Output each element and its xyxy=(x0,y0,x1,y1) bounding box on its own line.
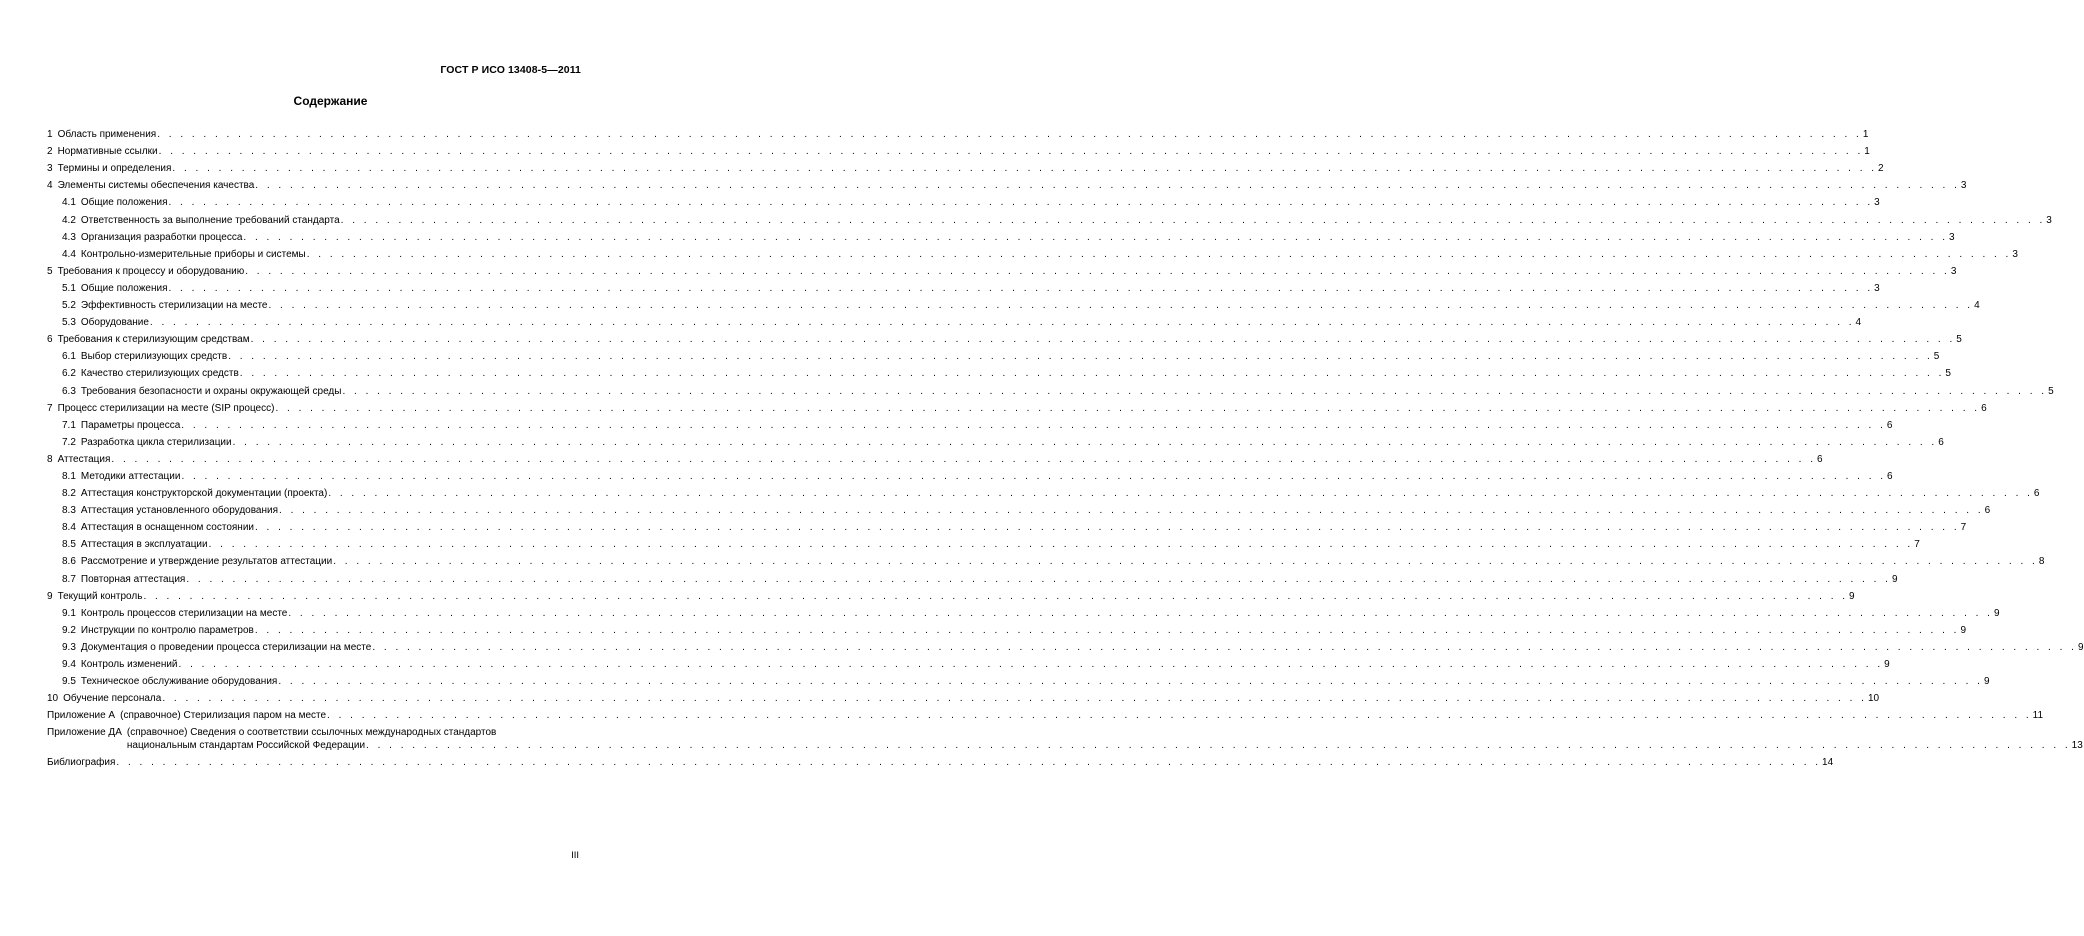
toc-entry-page: 4 xyxy=(1974,300,1980,312)
toc-entry-text: Инструкции по контролю параметров xyxy=(80,624,254,636)
toc-entry-page: 5 xyxy=(1945,368,1951,380)
toc-entry-text: Аттестация установленного оборудования xyxy=(80,505,279,517)
toc-entry-page: 9 xyxy=(1891,573,1898,585)
toc-entry-page: 8 xyxy=(2038,556,2045,568)
toc-entry-page: 6 xyxy=(1984,505,1991,517)
toc-entry-number: 6.3 xyxy=(62,385,76,397)
toc-entry[interactable] xyxy=(47,688,1880,705)
toc-entry[interactable] xyxy=(47,517,1967,534)
toc-entry[interactable] xyxy=(47,466,1893,483)
toc-entry[interactable] xyxy=(47,278,1880,295)
toc-entry[interactable] xyxy=(47,620,1967,637)
dot-leader xyxy=(143,590,1848,603)
dot-leader xyxy=(372,641,2077,654)
dot-leader xyxy=(169,196,1874,209)
toc-entry-text: Документация о проведении процесса стерилизации на месте xyxy=(80,641,372,653)
dot-leader xyxy=(366,739,2071,752)
dot-leader xyxy=(328,487,2033,500)
toc-entry-number: 5.2 xyxy=(62,300,76,312)
dot-leader xyxy=(169,282,1874,295)
toc-entry-number: 2 xyxy=(47,146,53,158)
toc-entry-page: 9 xyxy=(1993,607,2000,619)
toc-entry-text: Ответственность за выполнение требований стандарта xyxy=(80,214,340,226)
dot-leader xyxy=(150,316,1855,329)
toc-entry-number: 7.2 xyxy=(62,436,76,448)
toc-entry[interactable] xyxy=(47,500,1991,517)
toc-entry[interactable] xyxy=(47,551,2045,568)
toc-entry-text: Требования безопасности и охраны окружающей среды xyxy=(80,385,342,397)
toc-entry-text: Организация разработки процесса xyxy=(80,231,243,243)
toc-entry-bibliography[interactable] xyxy=(47,752,1834,769)
dot-leader xyxy=(159,145,1864,158)
dot-leader xyxy=(255,521,1960,534)
toc-entry-text-line2: национальным стандартам Российской Федерации xyxy=(126,740,366,752)
toc-entry[interactable] xyxy=(47,209,2052,226)
toc-entry[interactable] xyxy=(47,449,1823,466)
toc-entry-page: 14 xyxy=(1822,757,1834,769)
toc-entry[interactable] xyxy=(47,705,2044,722)
toc-entry-text: Библиография xyxy=(47,757,116,769)
toc-entry[interactable] xyxy=(47,398,1987,415)
toc-entry[interactable] xyxy=(47,141,1870,158)
toc-entry-page: 3 xyxy=(2046,214,2052,226)
dot-leader xyxy=(307,248,2012,261)
dot-leader xyxy=(209,538,1914,551)
toc-entry-text: Параметры процесса xyxy=(80,419,181,431)
dot-leader xyxy=(279,504,1984,517)
dot-leader xyxy=(233,436,1938,449)
toc-entry-number: 5.1 xyxy=(62,282,76,294)
toc-entry[interactable] xyxy=(47,227,1955,244)
toc-entry-number: 6.1 xyxy=(62,351,76,363)
page-number: III xyxy=(571,850,579,861)
dot-leader xyxy=(333,555,2038,568)
toc-entry-text: Аттестация xyxy=(57,453,111,465)
dot-leader xyxy=(228,350,1933,363)
toc-entry[interactable] xyxy=(47,415,1893,432)
toc-entry-text: Контрольно-измерительные приборы и системы xyxy=(80,248,306,260)
toc-entry-number: 4.4 xyxy=(62,248,76,260)
toc-entry-number: 9.2 xyxy=(62,624,76,636)
toc-entry-number: 4 xyxy=(47,180,53,192)
dot-leader xyxy=(181,470,1886,483)
toc-entry-page: 6 xyxy=(2033,488,2040,500)
toc-entry-page: 11 xyxy=(2032,710,2044,722)
toc-entry[interactable] xyxy=(47,295,1980,312)
toc-entry-number: 5 xyxy=(47,265,53,277)
toc-entry-text: Термины и определения xyxy=(57,163,172,175)
dot-leader xyxy=(255,624,1960,637)
dot-leader xyxy=(186,573,1891,586)
toc-entry-page: 10 xyxy=(1867,693,1880,705)
toc-entry-text: Разработка цикла стерилизации xyxy=(80,436,232,448)
toc-entry-text: Нормативные ссылки xyxy=(57,146,158,158)
toc-entry[interactable] xyxy=(47,568,1898,585)
dot-leader xyxy=(327,709,2032,722)
toc-entry-number: 8.7 xyxy=(62,573,76,585)
toc-entry-number: 8.6 xyxy=(62,556,76,568)
toc-entry-text: Контроль процессов стерилизации на месте xyxy=(80,607,288,619)
toc-entry[interactable] xyxy=(47,363,1951,380)
toc-entry-text: Общие положения xyxy=(80,282,168,294)
toc-entry-text: Область применения xyxy=(57,129,157,141)
dot-leader xyxy=(268,299,1973,312)
toc-entry-text: Техническое обслуживание оборудования xyxy=(80,676,278,688)
toc-entry-text: Выбор стерилизующих средств xyxy=(80,351,228,363)
toc-entry-number: 6.2 xyxy=(62,368,76,380)
toc-entry-page: 7 xyxy=(1960,522,1967,534)
toc-entry[interactable] xyxy=(47,603,2000,620)
toc-entry-number: 3 xyxy=(47,163,53,175)
toc-entry-text: Аттестация в оснащенном состоянии xyxy=(80,522,254,534)
standard-designation: ГОСТ Р ИСО 13408-5—2011 xyxy=(440,64,581,76)
toc-entry-page: 9 xyxy=(1960,624,1967,636)
toc-entry-page: 6 xyxy=(1886,419,1893,431)
toc-entry[interactable] xyxy=(47,158,1884,175)
toc-entry-page: 1 xyxy=(1864,146,1870,158)
dot-leader xyxy=(255,179,1960,192)
toc-entry-page: 9 xyxy=(1983,676,1990,688)
toc-entry-page: 3 xyxy=(1949,231,1955,243)
dot-leader xyxy=(288,607,1993,620)
toc-entry-number: 10 xyxy=(47,693,59,705)
toc-entry-number: Приложение А xyxy=(47,710,116,722)
toc-entry-number: 6 xyxy=(47,334,53,346)
toc-entry-text: Требования к стерилизующим средствам xyxy=(57,334,250,346)
toc-entry-page: 7 xyxy=(1914,539,1920,551)
toc-entry[interactable] xyxy=(47,244,2018,261)
toc-entry-number: 4.1 xyxy=(62,197,76,209)
toc-entry[interactable] xyxy=(47,483,2040,500)
page-title: Содержание xyxy=(293,94,368,108)
toc-entry[interactable] xyxy=(47,346,1940,363)
toc-entry-text: Текущий контроль xyxy=(57,590,143,602)
toc-entry-text: Элементы системы обеспечения качества xyxy=(57,180,255,192)
toc-entry[interactable] xyxy=(47,124,1869,141)
toc-entry-text: Требования к процессу и оборудованию xyxy=(57,265,245,277)
toc-entry-text: Повторная аттестация xyxy=(80,573,186,585)
toc-entry-page: 2 xyxy=(1878,163,1884,175)
toc-entry[interactable] xyxy=(47,637,2084,654)
toc-entry[interactable] xyxy=(47,432,1944,449)
toc-entry[interactable] xyxy=(47,654,1890,671)
toc-entry-text: Аттестация в эксплуатации xyxy=(80,539,208,551)
toc-entry-page: 3 xyxy=(2012,248,2018,260)
toc-entry-text: Общие положения xyxy=(80,197,168,209)
toc-entry-number: 5.3 xyxy=(62,317,76,329)
toc-entry[interactable] xyxy=(47,175,1967,192)
dot-leader xyxy=(179,658,1884,671)
toc-entry-number: 1 xyxy=(47,129,53,141)
dot-leader xyxy=(157,128,1862,141)
toc-entry-page: 4 xyxy=(1855,317,1862,329)
toc-entry-text: Методики аттестации xyxy=(80,470,181,482)
dot-leader xyxy=(240,367,1945,380)
toc-entry-page: 1 xyxy=(1862,129,1869,141)
toc-entry[interactable] xyxy=(47,192,1880,209)
toc-entry-number: 4.3 xyxy=(62,231,76,243)
toc-entry-page: 3 xyxy=(1874,197,1880,209)
toc-entry-number: 8.5 xyxy=(62,539,76,551)
toc-entry[interactable] xyxy=(47,671,1990,688)
toc-entry[interactable] xyxy=(47,329,1962,346)
toc-entry-text: Процесс стерилизации на месте (SIP процесс) xyxy=(57,402,275,414)
dot-leader xyxy=(245,265,1950,278)
dot-leader xyxy=(162,692,1867,705)
toc-entry-page: 6 xyxy=(1981,402,1987,414)
toc-entry-page: 3 xyxy=(1950,265,1957,277)
dot-leader xyxy=(172,162,1877,175)
dot-leader xyxy=(342,385,2047,398)
toc-entry-number: 8.3 xyxy=(62,505,76,517)
toc-entry-page: 6 xyxy=(1938,436,1944,448)
toc-entry-page: 3 xyxy=(1960,180,1967,192)
toc-entry[interactable] xyxy=(47,380,2054,397)
toc-entry-text: Контроль изменений xyxy=(80,659,178,670)
dot-leader xyxy=(341,214,2046,227)
dot-leader xyxy=(278,675,1983,688)
toc-entry-number: 8.2 xyxy=(62,488,76,500)
toc-entry-text: Оборудование xyxy=(80,317,149,329)
toc-entry-number: 7 xyxy=(47,402,53,414)
dot-leader xyxy=(181,419,1886,432)
dot-leader xyxy=(251,333,1956,346)
toc-entry-text: (справочное) Стерилизация паром на месте xyxy=(120,710,327,722)
toc-entry-text: Рассмотрение и утверждение результатов аттестации xyxy=(80,556,333,568)
toc-entry-text: Качество стерилизующих средств xyxy=(80,368,239,380)
toc-entry-number: 7.1 xyxy=(62,419,76,431)
toc-entry-page: 5 xyxy=(1933,351,1940,363)
toc-entry-number: 9.5 xyxy=(62,676,76,688)
toc-entry-page: 9 xyxy=(1849,590,1855,602)
toc-entry-number: 8 xyxy=(47,453,53,465)
dot-leader xyxy=(116,756,1821,769)
toc-entry-page: 9 xyxy=(2077,641,2084,653)
toc-entry-page: 13 xyxy=(2071,740,2083,752)
toc-entry[interactable] xyxy=(47,534,1920,551)
toc-entry-page: 5 xyxy=(2048,385,2054,397)
toc-entry-text: Эффективность стерилизации на месте xyxy=(80,300,268,312)
toc-entry-number: 9.1 xyxy=(62,607,76,619)
toc-entry-number: 8.1 xyxy=(62,470,76,482)
toc-entry[interactable] xyxy=(47,586,1855,603)
toc-entry-number: 8.4 xyxy=(62,522,76,534)
toc-entry[interactable] xyxy=(47,312,1862,329)
dot-leader xyxy=(243,231,1948,244)
toc-entry-number: Приложение ДА xyxy=(47,727,122,739)
toc-entry-number: 4.2 xyxy=(62,214,76,226)
dot-leader xyxy=(111,453,1816,466)
toc-entry-number: 9 xyxy=(47,590,53,602)
toc-entry-annex-da[interactable] xyxy=(47,726,2083,752)
toc-entry-text: Обучение персонала xyxy=(63,693,162,705)
toc-entry[interactable] xyxy=(47,261,1957,278)
table-of-contents xyxy=(47,124,2084,769)
toc-entry-page: 3 xyxy=(1874,282,1880,294)
toc-entry-page: 9 xyxy=(1884,659,1890,670)
toc-entry-page: 5 xyxy=(1956,334,1962,346)
toc-entry-page: 6 xyxy=(1887,470,1893,482)
dot-leader xyxy=(275,402,1980,415)
toc-entry-number: 9.3 xyxy=(62,641,76,653)
toc-entry-number: 9.4 xyxy=(62,659,76,670)
toc-entry-page: 6 xyxy=(1817,453,1823,465)
toc-entry-text: Аттестация конструкторской документации (проекта) xyxy=(80,488,328,500)
toc-entry-text-line1: (справочное) Сведения о соответствии ссылочных международных стандартов xyxy=(126,727,497,739)
